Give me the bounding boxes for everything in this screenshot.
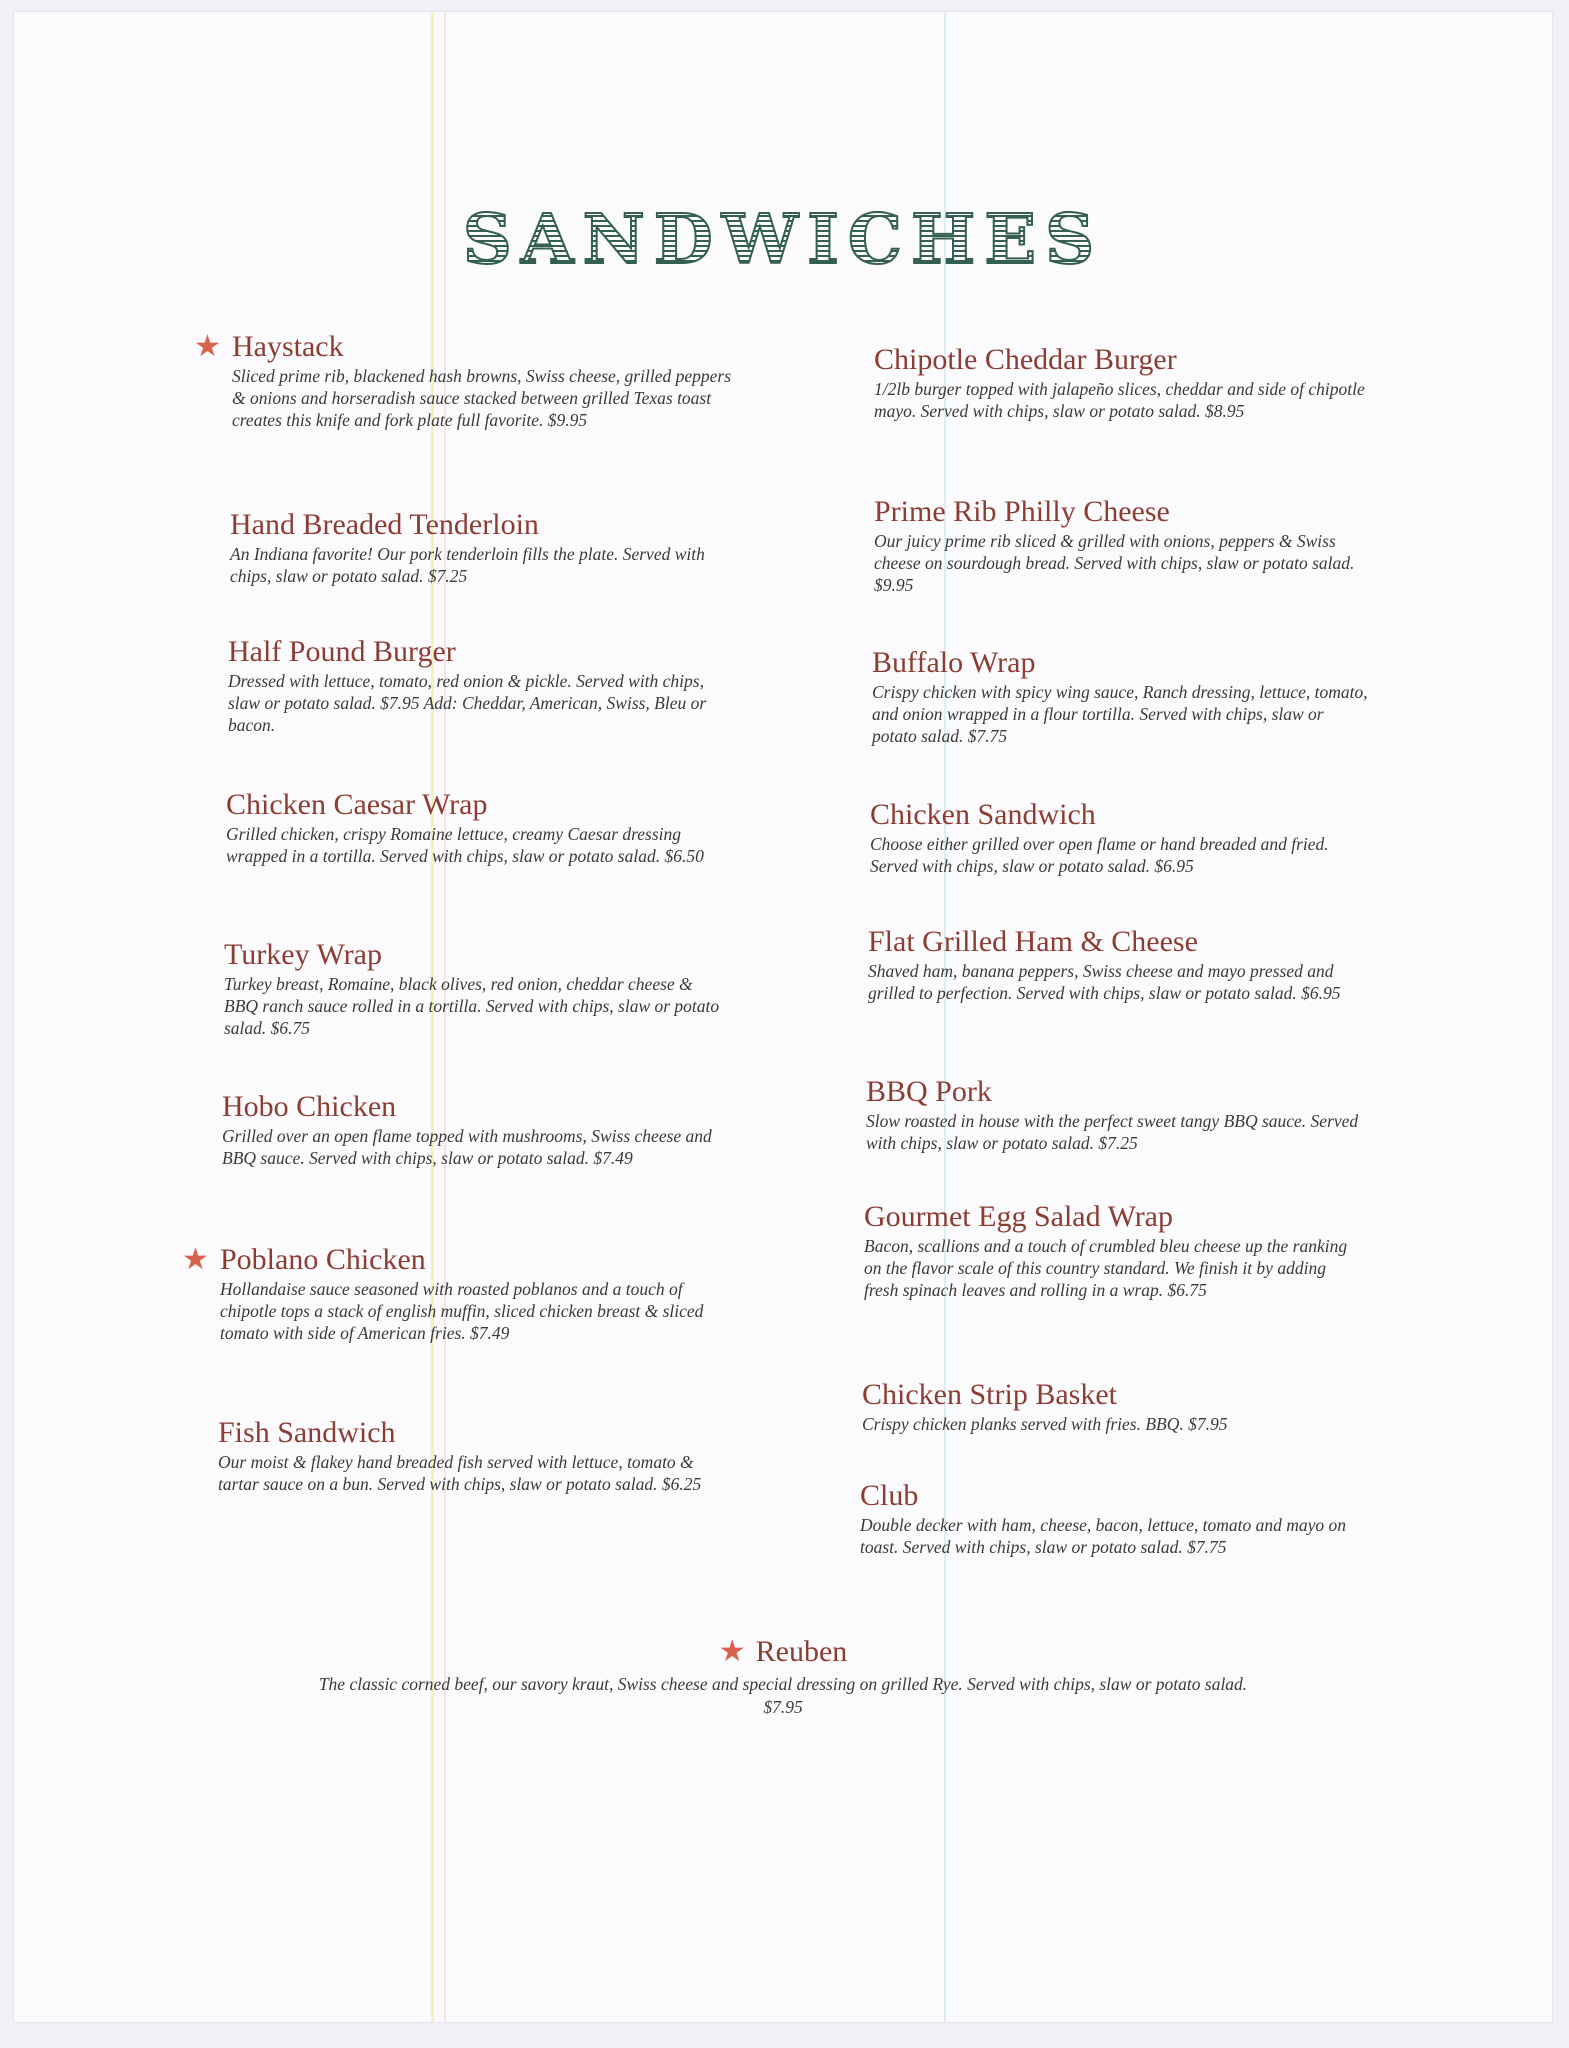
item-name: Haystack <box>232 330 344 363</box>
item-description: Sliced prime rib, blackened hash browns, Swiss cheese, grilled peppers & onions and horseradish sauce stacked between grilled Texas toast creates this knife and fork plate full favorite. $9.95 <box>232 366 731 430</box>
item-name: Gourmet Egg Salad Wrap <box>864 1200 1173 1233</box>
item-description: Double decker with ham, cheese, bacon, lettuce, tomato and mayo on toast. Served with chips, slaw or potato salad. $7.75 <box>860 1515 1346 1557</box>
item-description: Slow roasted in house with the perfect sweet tangy BBQ sauce. Served with chips, slaw or potato salad. $7.25 <box>866 1111 1359 1153</box>
star-icon: ★ <box>718 1634 746 1669</box>
item-description: Our juicy prime rib sliced & grilled with onions, peppers & Swiss cheese on sourdough bread. Served with chips, slaw or potato salad. $9.95 <box>874 531 1355 595</box>
item-description: An Indiana favorite! Our pork tenderloin fills the plate. Served with chips, slaw or potato salad. $7.25 <box>230 544 705 586</box>
item-name: Reuben <box>755 1635 848 1668</box>
item-description: Shaved ham, banana peppers, Swiss cheese and mayo pressed and grilled to perfection. Served with chips, slaw or potato salad. $6.95 <box>868 961 1341 1003</box>
menu-item-poblano-chicken <box>182 1242 725 1344</box>
item-name: Flat Grilled Ham & Cheese <box>868 925 1198 958</box>
item-description: 1/2lb burger topped with jalapeño slices, cheddar and side of chipotle mayo. Served with chips, slaw or potato salad. $8.95 <box>874 379 1365 421</box>
item-name: Half Pound Burger <box>228 635 456 668</box>
item-name: Club <box>860 1479 919 1512</box>
menu-item-buffalo-wrap <box>872 646 1372 747</box>
menu-item-fish-sandwich <box>218 1416 723 1495</box>
item-name: Fish Sandwich <box>218 1416 396 1449</box>
menu-item-chicken-strip-basket <box>862 1378 1362 1435</box>
item-description: Our moist & flakey hand breaded fish served with lettuce, tomato & tartar sauce on a bun. Served with chips, slaw or potato salad. $6.25 <box>218 1452 702 1494</box>
item-name: Chicken Caesar Wrap <box>226 788 488 821</box>
item-name: Turkey Wrap <box>224 938 382 971</box>
menu-item-bbq-pork <box>866 1075 1366 1154</box>
menu-item-chipotle-cheddar-burger <box>874 343 1374 422</box>
item-name: Chicken Strip Basket <box>862 1378 1117 1411</box>
item-description: Grilled chicken, crispy Romaine lettuce, creamy Caesar dressing wrapped in a tortilla. Served with chips, slaw or potato salad. $6.50 <box>226 824 704 866</box>
menu-page <box>14 12 1552 2022</box>
menu-item-prime-rib-philly-cheese <box>874 495 1374 596</box>
item-description: Crispy chicken planks served with fries. BBQ. $7.95 <box>862 1414 1228 1434</box>
menu-item-gourmet-egg-salad-wrap <box>864 1200 1364 1301</box>
page-title: SANDWICHES <box>14 200 1552 280</box>
menu-item-chicken-caesar-wrap <box>226 788 731 867</box>
item-description: Dressed with lettuce, tomato, red onion & pickle. Served with chips, slaw or potato salad. $7.95 Add: Cheddar, American, Swiss, Bleu or bacon. <box>228 671 707 735</box>
item-name: Chicken Sandwich <box>870 798 1096 831</box>
menu-item-reuben <box>14 1634 1552 1718</box>
scan-artifact-line <box>944 12 946 2022</box>
item-name: Prime Rib Philly Cheese <box>874 495 1170 528</box>
item-name: Hand Breaded Tenderloin <box>230 508 539 541</box>
item-name: Buffalo Wrap <box>872 646 1036 679</box>
item-description: The classic corned beef, our savory kraut, Swiss cheese and special dressing on grilled Rye. Served with chips, slaw or potato salad. <box>318 1674 1248 1694</box>
item-description: Choose either grilled over open flame or hand breaded and fried. Served with chips, slaw or potato salad. $6.95 <box>870 834 1329 876</box>
menu-item-chicken-sandwich <box>870 798 1370 877</box>
item-description: Grilled over an open flame topped with mushrooms, Swiss cheese and BBQ sauce. Served with chips, slaw or potato salad. $7.49 <box>222 1126 712 1168</box>
menu-item-hand-breaded-tenderloin <box>230 508 735 587</box>
item-name: Hobo Chicken <box>222 1090 397 1123</box>
star-icon: ★ <box>194 329 221 364</box>
item-description: Turkey breast, Romaine, black olives, red onion, cheddar cheese & BBQ ranch sauce rolled in a tortilla. Served with chips, slaw or potato salad. $6.75 <box>224 974 720 1038</box>
item-description: Crispy chicken with spicy wing sauce, Ranch dressing, lettuce, tomato, and onion wrapped in a flour tortilla. Served with chips, slaw or potato salad. $7.75 <box>872 682 1368 746</box>
menu-item-club <box>860 1479 1360 1558</box>
item-name: Poblano Chicken <box>220 1243 426 1276</box>
item-description: Bacon, scallions and a touch of crumbled bleu cheese up the ranking on the flavor scale of this country standard. We finish it by adding fresh spinach leaves and rolling in a wrap. $6.75 <box>864 1236 1348 1300</box>
menu-item-half-pound-burger <box>228 635 733 736</box>
item-description: Hollandaise sauce seasoned with roasted poblanos and a touch of chipotle tops a stack of english muffin, sliced chicken breast & sliced tomato with side of American fries. $7.49 <box>220 1279 704 1343</box>
star-icon: ★ <box>182 1242 209 1277</box>
item-price: $7.95 <box>763 1697 803 1717</box>
menu-item-haystack <box>194 329 737 431</box>
menu-item-turkey-wrap <box>224 938 729 1039</box>
item-name: BBQ Pork <box>866 1075 992 1108</box>
menu-item-flat-grilled-ham-cheese <box>868 925 1368 1004</box>
menu-item-hobo-chicken <box>222 1090 727 1169</box>
item-name: Chipotle Cheddar Burger <box>874 343 1177 376</box>
